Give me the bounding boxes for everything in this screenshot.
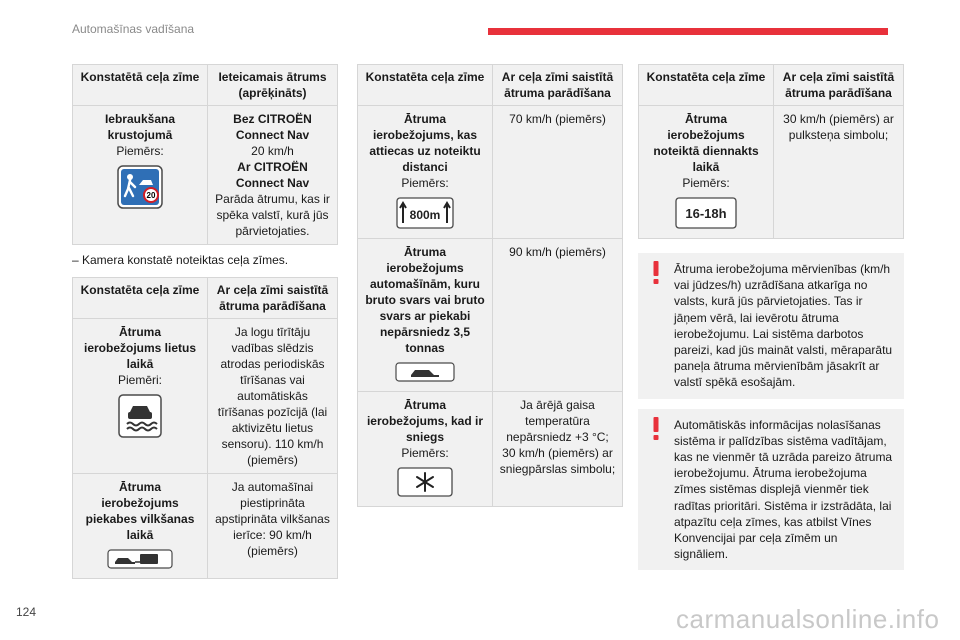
warning-note-units (638, 253, 904, 399)
table-row (358, 106, 623, 239)
table-row (358, 239, 623, 392)
row-value: 90 km/h (piemērs) (493, 239, 623, 392)
header-accent-bar (488, 28, 888, 35)
table-header-right: Ieteicamais ātrums (aprēķināts) (208, 65, 338, 106)
note-text: Ātruma ierobežojuma mērvienības (km/h vai jūdzes/h) uzrādīšana atkarīga no valsts, kurā jūs pārvietojaties. Tas ir jāņem vērā, lai ievērotu ātruma ierobežojumu. Lai sistēma darbotos pareizi, kad jūs maināt valsti, mēraparātu paneļa ātruma mērvienībām jāsakrīt ar valstī spēkā esošajām. (674, 262, 893, 390)
sign-text: 800m (409, 208, 441, 222)
table-row (73, 319, 338, 474)
row-label: Ātruma ierobežojums, kad ir sniegs (366, 398, 484, 444)
row-example-label: Piemērs: (401, 176, 449, 190)
table-speed-display-1 (72, 277, 338, 579)
table-header-left: Konstatēta ceļa zīme (73, 278, 208, 319)
table-speed-display-3 (638, 64, 904, 239)
warning-note-system (638, 409, 904, 571)
running-header: Automašīnas vadīšana (72, 22, 195, 36)
table-header-right: Ar ceļa zīmi saistītā ātruma parādīšana (208, 278, 338, 319)
table-row (639, 106, 904, 239)
table-header-right: Ar ceļa zīmi saistītā ātruma parādīšana (493, 65, 623, 106)
column-2 (357, 64, 623, 507)
dash-note: – Kamera konstatē noteiktas ceļa zīmes. (72, 253, 289, 267)
row-value: Ja logu tīrītāju vadības slēdzis atrodas periodiskās tīrīšanas vai automātiskās tīrīšanas pozīcijā (lai aktivizētu lietus sensoru). 110 km/h (piemērs) (208, 319, 338, 474)
page-number: 124 (16, 605, 37, 619)
rain-sign-icon (118, 394, 162, 438)
table-header-left: Konstatēta ceļa zīme (639, 65, 774, 106)
watermark: carmanualsonline.info (676, 604, 940, 634)
car-sign-icon (395, 362, 455, 382)
row-label: Ātruma ierobežojums lietus laikā (83, 325, 197, 371)
row-example-label: Piemērs: (682, 176, 730, 190)
row-label: Ātruma ierobežojums, kas attiecas uz noteiktu distanci (369, 112, 481, 174)
row-label: Ātruma ierobežojums noteiktā diennakts laikā (653, 112, 759, 174)
distance-sign-icon (396, 197, 454, 229)
row-value: Ja automašīnai piestiprināta apstiprināta vilkšanas ierīce: 90 km/h (piemērs) (208, 474, 338, 579)
row-value-1: 20 km/h (251, 144, 294, 158)
row-example-label: Piemēri: (117, 373, 162, 387)
row-label: Ātruma ierobežojums automašīnām, kuru bruto svars vai bruto svars ar piekabi nepārsniedz 3,5 tonnas (365, 245, 485, 355)
warning-exclamation-icon (652, 417, 660, 441)
snowflake-sign-icon (397, 467, 453, 497)
sign-text: 20 (146, 191, 156, 200)
living-street-sign-icon (117, 165, 163, 209)
warning-exclamation-icon (652, 261, 660, 285)
table-header-left: Konstatētā ceļa zīme (73, 65, 208, 106)
column-1 (72, 64, 338, 579)
row-label: Iebraukšana krustojumā (104, 112, 176, 142)
row-value: Ja ārējā gaisa temperatūra nepārsniedz +3 °C; 30 km/h (piemērs) ar sniegpārslas simbolu; (493, 392, 623, 507)
car-with-trailer-sign-icon (107, 549, 173, 569)
column-3 (638, 64, 904, 580)
row-example-label: Piemērs: (401, 446, 449, 460)
time-period-sign-icon (675, 197, 737, 229)
table-header-left: Konstatēta ceļa zīme (358, 65, 493, 106)
table-header-right: Ar ceļa zīmi saistītā ātruma parādīšana (774, 65, 904, 106)
row-value-title-1: Bez CITROËN Connect Nav (233, 112, 312, 142)
table-row (73, 106, 338, 245)
row-value-2: Parāda ātrumu, kas ir spēka valstī, kurā jūs pārvietojaties. (215, 192, 330, 238)
note-text: Automātiskās informācijas nolasīšanas sistēma ir palīdzības sistēma vadītājam, kas ne vienmēr tā uzrāda pareizo ātruma ierobežojumu. Ātruma ierobežojuma zīmes sistēmas displejā vienmēr tiek radītas prioritāri. Sistēma ir izstrādāta, lai atpazītu ceļa zīmes, kas atbilst Vīnes Konvencijai par ceļa zīmēm un signāliem. (674, 417, 893, 562)
sign-text: 16-18h (685, 206, 727, 221)
table-recommended-speed (72, 64, 338, 245)
table-speed-display-2 (357, 64, 623, 507)
row-value-title-2: Ar CITROËN Connect Nav (235, 160, 310, 190)
table-row (358, 392, 623, 507)
row-label: Ātruma ierobežojums piekabes vilkšanas laikā (85, 480, 195, 542)
row-value: 30 km/h (piemērs) ar pulksteņa simbolu; (774, 106, 904, 239)
row-value: 70 km/h (piemērs) (493, 106, 623, 239)
table-row (73, 474, 338, 579)
row-example-label: Piemērs: (116, 144, 164, 158)
